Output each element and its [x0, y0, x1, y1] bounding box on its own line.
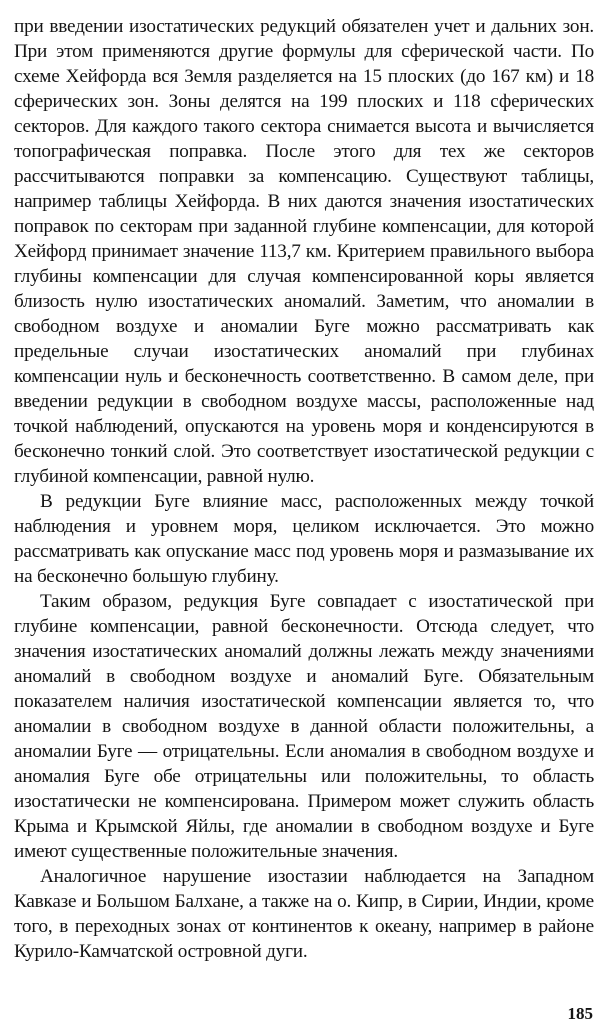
page-number: 185: [567, 1004, 593, 1023]
page-body: [14, 14, 594, 964]
paragraph-isostatic-comparison: Таким образом, редукция Буге совпадает с изостатической при глубине компенсации, равной бесконечности. Отсюда следует, что значения изостатических аномалий должны лежать между значениями аномалий в свободном воздухе и аномалий Буге. Обязательным показателем наличия изостатической компенсации является то, что аномалии в свободном воздухе в данной области положительны, а аномалии Буге — отрицательны. Если аномалия в свободном воздухе и аномалия Буге обе отрицательны или положительны, то область изостатически не компенсирована. Примером может служить область Крыма и Крымской Яйлы, где аномалии в свободном воздухе и Буге имеют существенные положительные значения.: [14, 591, 594, 862]
paragraph-bouguer-reduction: В редукции Буге влияние масс, расположенных между точкой наблюдения и уровнем моря, целиком исключается. Это можно рассматривать как опускание масс под уровень моря и размазывание их на бесконечно большую глубину.: [14, 491, 594, 587]
paragraph-isostasy-violation: Аналогичное нарушение изостазии наблюдается на Западном Кавказе и Большом Балхане, а также на о. Кипр, в Сирии, Индии, кроме того, в переходных зонах от континентов к океану, например в районе Курило-Камчатской островной дуги.: [14, 866, 594, 962]
paragraph-continued: при введении изостатических редукций обязателен учет и дальних зон. При этом применяются другие формулы для сферической части. По схеме Хейфорда вся Земля разделяется на 15 плоских (до 167 км) и 18 сферических зон. Зоны делятся на 199 плоских и 118 сферических секторов. Для каждого такого сектора снимается высота и вычисляется топографическая поправка. После этого для тех же секторов рассчитываются поправки за компенсацию. Существуют таблицы, например таблицы Хейфорда. В них даются значения изостатических поправок по секторам при заданной глубине компенсации, для которой Хейфорд принимает значение 113,7 км. Критерием правильного выбора глубины компенсации для случая компенсированной коры является близость нулю изостатических аномалий. Заметим, что аномалии в свободном воздухе и аномалии Буге можно рассматривать как предельные случаи изостатических аномалий при глубинах компенсации нуль и бесконечность соответственно. В самом деле, при введении редукции в свободном воздухе массы, расположенные над точкой наблюдений, опускаются на уровень моря и конденсируются в бесконечно тонкий слой. Это соответствует изостатической редукции с глубиной компенсации, равной нулю.: [14, 16, 594, 487]
